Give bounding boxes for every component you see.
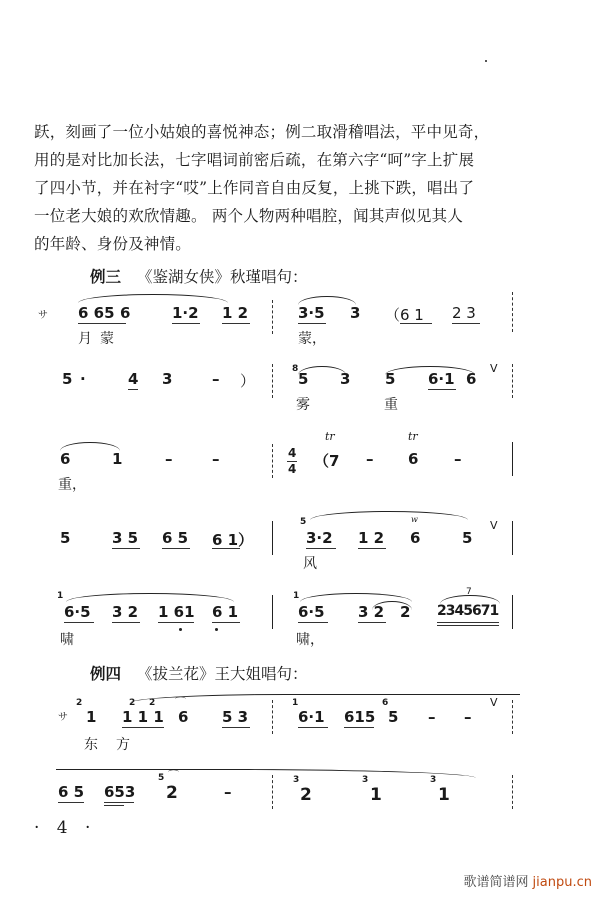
note-group: 3: [340, 370, 351, 388]
note-group: ）: [240, 372, 256, 390]
note-group: 2 3: [452, 304, 476, 322]
lyric: 东: [84, 737, 98, 753]
note-group: 2345671: [437, 603, 499, 619]
underline: [212, 622, 240, 623]
underline: [158, 622, 194, 623]
barline: [272, 521, 273, 555]
note-group: 5: [388, 708, 399, 726]
grace-note: 2: [76, 698, 83, 708]
note-group: 5 3: [222, 708, 249, 726]
note-group: 615: [344, 708, 376, 726]
fermata-icon: ⌒: [175, 696, 186, 709]
note-group: 6·5: [64, 603, 91, 621]
barline: [512, 595, 513, 629]
score-line-2: [0, 360, 600, 430]
paragraph-line: 用的是对比加长法，七字唱词前密后疏，在第六字“呵”字上扩展: [34, 151, 475, 169]
note-group: 1: [370, 785, 382, 805]
body-paragraph: [34, 118, 554, 258]
note-group: –: [212, 370, 220, 388]
underline: [64, 622, 94, 623]
barline-dashed: [512, 700, 513, 734]
paragraph-line: 了四小节，并在衬字“哎”上作同音自由反复，上挑下跌，唱出了: [34, 179, 475, 197]
note-group: （6 1: [385, 306, 424, 324]
grace-note: 1: [57, 591, 64, 601]
note-group: 4: [128, 370, 139, 388]
note-group: 1 61: [158, 603, 195, 621]
time-signature-bottom: 4: [288, 462, 297, 476]
score-line-3: [0, 430, 600, 500]
time-signature-top: 4: [288, 446, 297, 460]
underline: [104, 805, 124, 806]
note-group: 1·2: [172, 304, 199, 322]
barline-dashed: [512, 364, 513, 398]
underline: [298, 727, 328, 728]
lyric: 雾: [296, 397, 310, 413]
example-3-heading: [90, 265, 308, 287]
grace-note: 1: [293, 591, 300, 601]
note-group: 3 2: [358, 603, 385, 621]
low-octave-dot: [179, 628, 182, 631]
barline-dashed: [272, 775, 273, 809]
note-group: 6: [120, 304, 131, 322]
grace-note: 2: [129, 698, 136, 708]
paragraph-line: 一位老大娘的欢欣情趣。 两个人物两种唱腔，闻其声似见其人: [34, 207, 464, 225]
grace-note: 5: [158, 773, 165, 783]
free-tempo-mark: サ: [58, 712, 68, 723]
note-group: –: [224, 783, 232, 801]
note-group: 1 2: [222, 304, 249, 322]
note-group: 3: [162, 370, 173, 388]
lyric: 蒙，: [298, 331, 326, 347]
note-group: 6 1）: [212, 531, 254, 549]
lyric: 方: [116, 737, 130, 753]
mordent-mark: w: [411, 515, 418, 524]
note-group: 5: [462, 529, 473, 547]
note-group: –: [454, 450, 462, 468]
slur: [56, 769, 476, 778]
watermark-url: jianpu.cn: [532, 875, 592, 890]
underline: [112, 548, 140, 549]
breath-mark: V: [490, 696, 498, 709]
score-line-1: [0, 290, 600, 360]
grace-note: 3: [362, 775, 369, 785]
note-group: 6·1: [298, 708, 325, 726]
slur: [66, 593, 234, 602]
note-group: 6·5: [298, 603, 325, 621]
lyric: 啸，: [296, 632, 324, 648]
underline: [212, 548, 240, 549]
page-number: · 4 ·: [34, 818, 97, 838]
note-group: 6 5: [162, 529, 189, 547]
underline: [306, 548, 336, 549]
underline: [172, 323, 200, 324]
note-group: 3: [350, 304, 361, 322]
slur: [130, 694, 520, 703]
fermata-icon: ⌒: [168, 769, 179, 782]
low-octave-dot: [215, 628, 218, 631]
lyric: 风: [303, 556, 317, 572]
note-group: 5: [298, 370, 309, 388]
lyric: 重，: [58, 477, 86, 493]
note-group: 653: [104, 783, 136, 801]
score-line-6: [0, 690, 600, 760]
underline: [298, 323, 326, 324]
note-group: 5: [62, 370, 73, 388]
note-group: 6 1: [212, 603, 239, 621]
note-group: 1: [112, 450, 123, 468]
note-group: 2: [300, 785, 312, 805]
underline: [222, 727, 250, 728]
trill-mark: tr: [408, 430, 418, 443]
grace-note: 6: [382, 698, 389, 708]
score-line-4: [0, 505, 600, 575]
score-line-5: [0, 585, 600, 655]
underline: [162, 548, 190, 549]
note-group: 3 5: [112, 529, 139, 547]
note-group: （7: [314, 452, 340, 470]
watermark: [464, 871, 592, 890]
note-group: 1 2: [358, 529, 385, 547]
note-group: 6 5: [58, 783, 85, 801]
note-group: 1 1 1: [122, 708, 164, 726]
note-group: –: [366, 450, 374, 468]
note-group: 6: [466, 370, 477, 388]
tuplet-number: 7: [466, 587, 472, 597]
grace-note: 1: [292, 698, 299, 708]
underline: [104, 802, 134, 803]
barline-dashed: [272, 300, 273, 334]
breath-mark: V: [490, 519, 498, 532]
lyric: 蒙: [100, 331, 114, 347]
underline: [428, 389, 456, 390]
example-4-heading: [90, 662, 308, 684]
underline: [112, 622, 140, 623]
note-group: –: [464, 708, 472, 726]
slur: [310, 511, 468, 520]
barline-dashed: [512, 775, 513, 809]
lyric: 啸: [60, 632, 74, 648]
trill-mark: tr: [325, 430, 335, 443]
note-group: 2: [400, 603, 411, 621]
note-group: 6·1: [428, 370, 455, 388]
underline: [58, 802, 84, 803]
slur: [78, 294, 228, 303]
note-group: ·: [80, 370, 86, 388]
note-group: 3·2: [306, 529, 333, 547]
underline: [128, 389, 138, 390]
lyric: 月: [78, 331, 92, 347]
note-group: 6: [408, 450, 419, 468]
grace-note: 3: [293, 775, 300, 785]
underline: [437, 622, 499, 623]
grace-note: 8: [292, 364, 299, 374]
underline: [437, 625, 499, 626]
scan-speck: [485, 60, 487, 62]
barline: [512, 521, 513, 555]
barline-dashed: [272, 700, 273, 734]
note-group: 1: [86, 708, 97, 726]
note-group: 1: [438, 785, 450, 805]
example-label: 例三: [90, 267, 122, 286]
lyric: 重: [384, 397, 398, 413]
note-group: –: [165, 450, 173, 468]
note-group: 3 2: [112, 603, 139, 621]
underline: [400, 323, 432, 324]
underline: [358, 622, 386, 623]
underline: [222, 323, 250, 324]
note-group: 6 65: [78, 304, 115, 322]
barline: [512, 442, 513, 476]
free-tempo-mark: サ: [38, 310, 48, 321]
barline-dashed: [272, 444, 273, 478]
underline: [78, 323, 126, 324]
example-title: 《拔兰花》王大姐唱句：: [137, 665, 308, 683]
note-group: 5: [60, 529, 71, 547]
underline: [298, 622, 328, 623]
barline: [272, 595, 273, 629]
note-group: 6: [410, 529, 421, 547]
paragraph-line: 跃，刻画了一位小姑娘的喜悦神态；例二取滑稽唱法，平中见奇，: [34, 123, 490, 141]
note-group: 5: [385, 370, 396, 388]
grace-note: 2: [149, 698, 156, 708]
note-group: 6: [178, 708, 189, 726]
example-label: 例四: [90, 664, 122, 683]
note-group: –: [428, 708, 436, 726]
barline-dashed: [512, 292, 513, 332]
watermark-site-name: 歌谱简谱网: [463, 875, 529, 890]
underline: [344, 727, 374, 728]
paragraph-line: 的年龄、身份及神情。: [34, 235, 192, 253]
breath-mark: V: [490, 362, 498, 375]
underline: [452, 323, 480, 324]
example-title: 《鉴湖女侠》秋瑾唱句：: [137, 268, 308, 286]
note-group: 2: [166, 783, 178, 803]
grace-note: 3: [430, 775, 437, 785]
underline: [358, 548, 386, 549]
note-group: –: [212, 450, 220, 468]
grace-note: 5: [300, 517, 307, 527]
underline: [122, 727, 164, 728]
note-group: 6: [60, 450, 71, 468]
barline-dashed: [272, 364, 273, 398]
note-group: 3·5: [298, 304, 325, 322]
